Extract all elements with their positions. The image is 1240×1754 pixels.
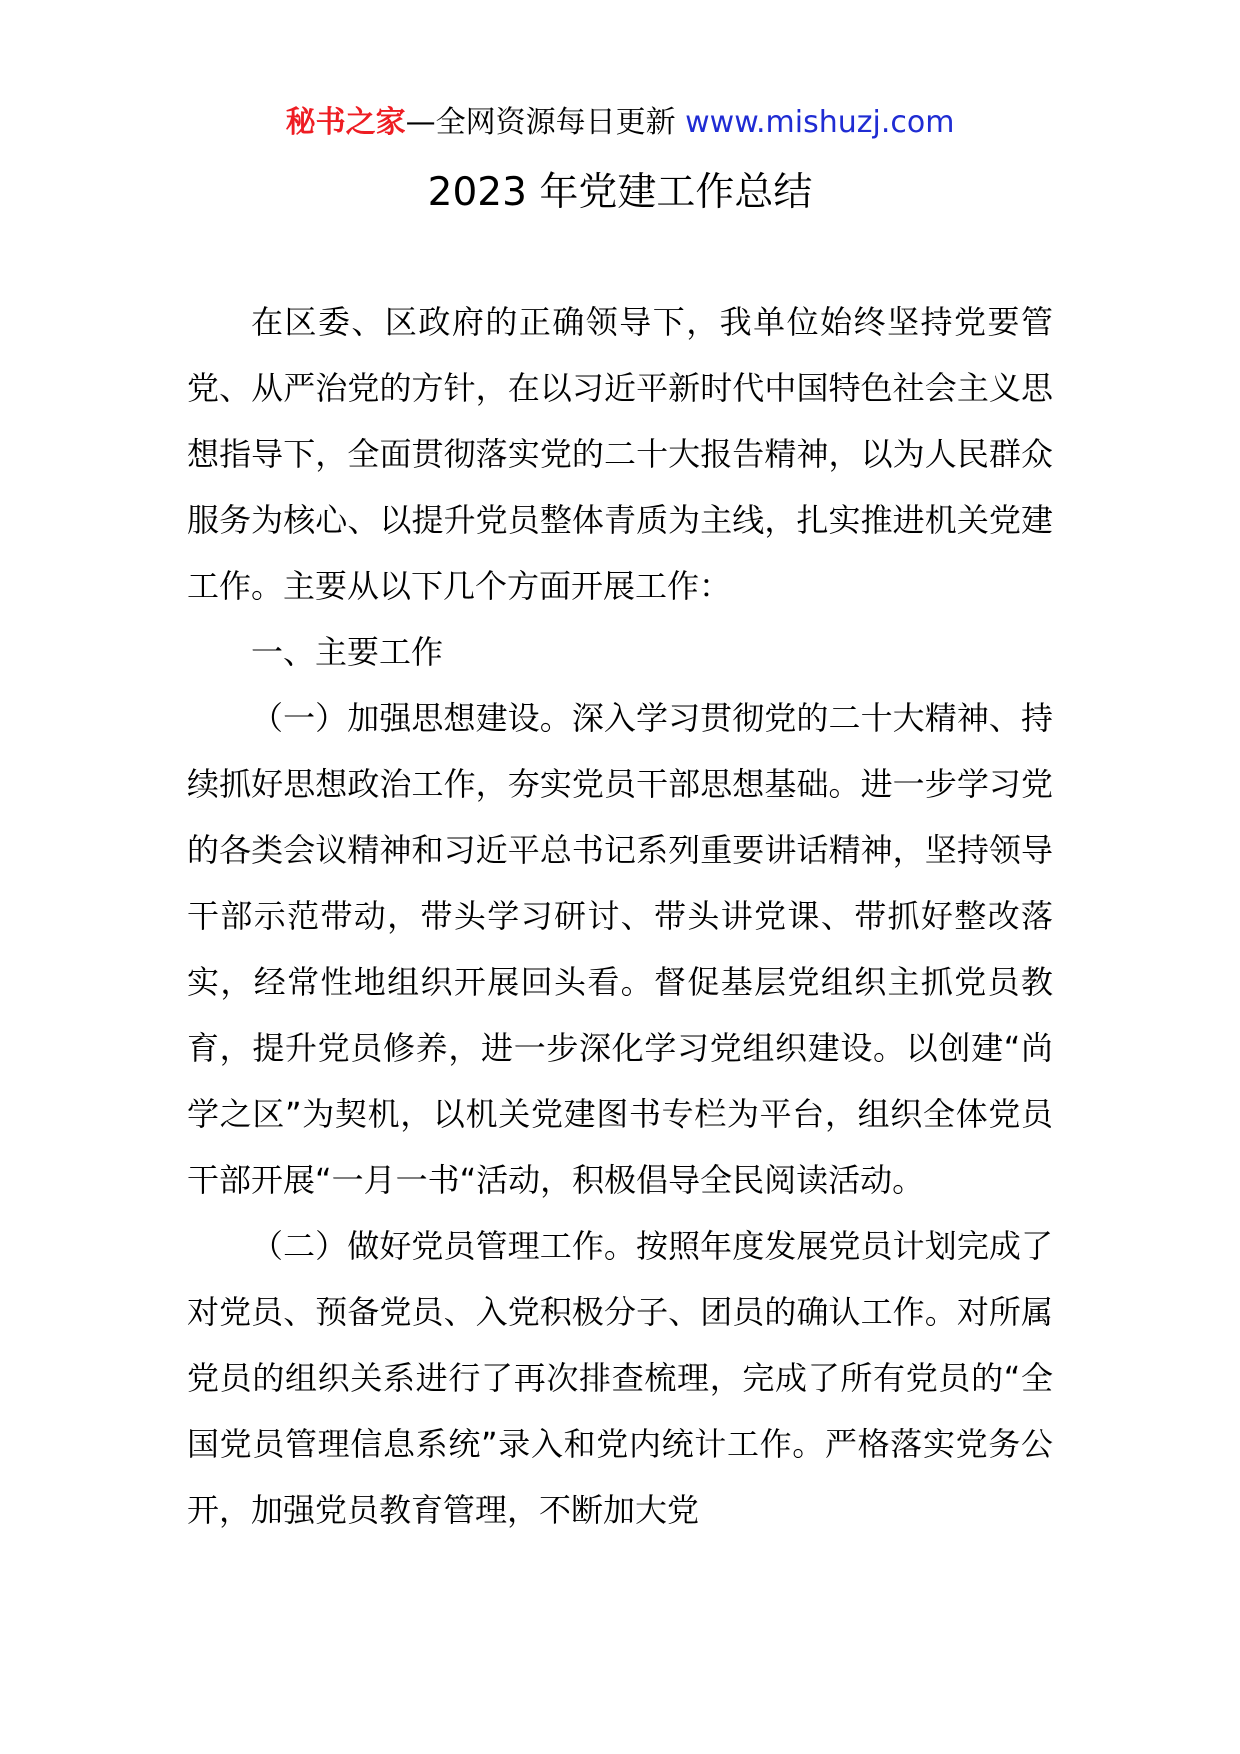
site-url-link[interactable]: www.mishuzj.com (685, 105, 955, 140)
site-header (0, 101, 1240, 145)
document-title: 2023 年党建工作总结 (427, 170, 813, 215)
section-heading-main-work: 一、主要工作 (251, 633, 444, 671)
brand-name: 秘书之家 (285, 105, 406, 140)
paragraph-member-management: （二）做好党员管理工作。按照年度发展党员计划完成了对党员、预备党员、入党积极分子、团员的确认工作。对所属党员的组织关系进行了再次排查梳理，完成了所有党员的“全国党员管理信息系统”录入和党内统计工作。严格落实党务公开，加强党员教育管理，不断加大党 (187, 1227, 1053, 1529)
paragraph-intro: 在区委、区政府的正确领导下，我单位始终坚持党要管党、从严治党的方针，在以习近平新时代中国特色社会主义思想指导下，全面贯彻落实党的二十大报告精神，以为人民群众服务为核心、以提升党员整体青质为主线，扎实推进机关党建工作。主要从以下几个方面开展工作： (187, 303, 1053, 605)
header-tagline: —全网资源每日更新 (405, 105, 676, 140)
paragraph-ideological-building: （一）加强思想建设。深入学习贯彻党的二十大精神、持续抓好思想政治工作，夯实党员干部思想基础。进一步学习党的各类会议精神和习近平总书记系列重要讲话精神，坚持领导干部示范带动，带头学习研讨、带头讲党课、带抓好整改落实，经常性地组织开展回头看。督促基层党组织主抓党员教育，提升党员修养，进一步深化学习党组织建设。以创建“尚学之区”为契机，以机关党建图书专栏为平台，组织全体党员干部开展“一月一书“活动，积极倡导全民阅读活动。 (187, 699, 1053, 1199)
document-body (187, 289, 1053, 1543)
